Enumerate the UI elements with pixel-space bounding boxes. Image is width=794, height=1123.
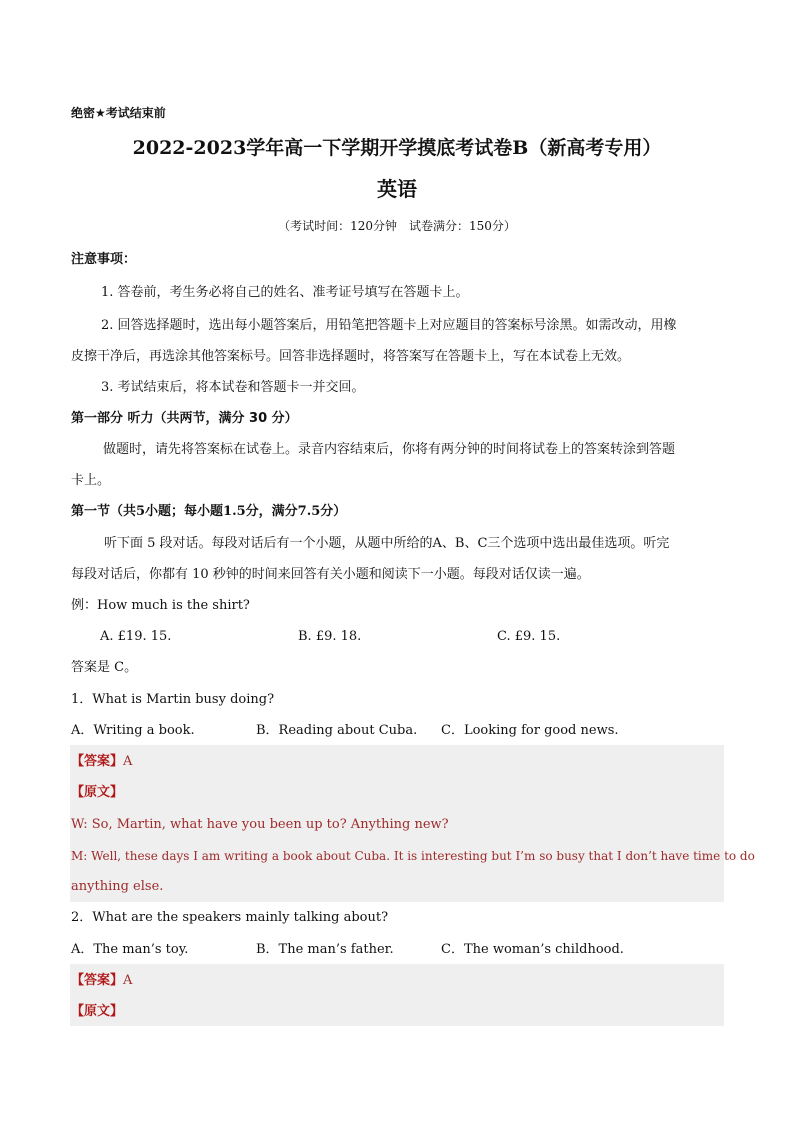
question-2-answer <box>71 971 132 991</box>
question-1-transcript-label: 【原文】 <box>71 785 124 800</box>
answer-label: 【答案】 <box>71 973 124 988</box>
exam-time-info: （考试时间：120分钟 试卷满分：150分） <box>278 219 516 233</box>
example-answer: 答案是 C。 <box>71 660 138 675</box>
section1-heading: 第一节（共5小题；每小题1.5分，满分7.5分） <box>71 504 347 519</box>
question-1: 1．What is Martin busy doing? <box>71 692 275 707</box>
section1-intro-line-2: 每段对话后，你都有 10 秒钟的时间来回答有关小题和阅读下一小题。每段对话仅读一遍。 <box>71 567 590 582</box>
notice-item-2-line-1: 2. 回答选择题时，选出每小题答案后，用铅笔把答题卡上对应题目的答案标号涂黑。如需改动，用橡 <box>101 318 677 333</box>
exam-title: 2022-2023学年高一下学期开学摸底考试卷B（新高考专用） <box>132 137 662 159</box>
question-1-transcript-line-2: M: Well, these days I am writing a book about Cuba. It is interesting but I’m so busy that I don’t have time to do <box>71 849 755 863</box>
notice-item-2-line-2: 皮擦干净后，再选涂其他答案标号。回答非选择题时，将答案写在答题卡上，写在本试卷上无效。 <box>71 349 631 364</box>
question-1-option-c: C．Looking for good news. <box>441 723 619 738</box>
example-question: 例：How much is the shirt? <box>71 598 250 613</box>
question-1-transcript-line-1: W: So, Martin, what have you been up to? Anything new? <box>71 817 449 832</box>
question-2-transcript-label: 【原文】 <box>71 1004 124 1019</box>
confidential-label: 绝密★考试结束前 <box>71 106 166 120</box>
part1-heading: 第一部分 听力（共两节，满分 30 分） <box>71 411 298 426</box>
answer-label: 【答案】 <box>71 754 124 769</box>
example-option-c: C. £9. 15. <box>497 629 561 644</box>
answer-value: A <box>123 973 133 988</box>
question-1-option-a: A．Writing a book. <box>71 723 195 738</box>
notice-item-1: 1. 答卷前，考生务必将自己的姓名、准考证号填写在答题卡上。 <box>101 285 469 300</box>
section1-intro-line-1: 听下面 5 段对话。每段对话后有一个小题，从题中所给的A、B、C三个选项中选出最佳选项。听完 <box>104 536 670 551</box>
notice-heading: 注意事项： <box>71 252 137 267</box>
question-2-option-a: A．The man’s toy. <box>71 942 189 957</box>
question-2-option-b: B．The man’s father. <box>256 942 394 957</box>
question-2-answer-panel <box>70 964 724 1026</box>
question-2-option-c: C．The woman’s childhood. <box>441 942 624 957</box>
part1-intro-line-2: 卡上。 <box>71 473 111 488</box>
example-option-a: A. £19. 15. <box>100 629 172 644</box>
question-1-answer <box>71 752 132 772</box>
part1-intro-line-1: 做题时，请先将答案标在试卷上。录音内容结束后，你将有两分钟的时间将试卷上的答案转涂到答题 <box>103 442 676 457</box>
answer-value: A <box>123 754 133 769</box>
subject-title: 英语 <box>377 177 417 201</box>
question-2: 2．What are the speakers mainly talking about? <box>71 910 389 925</box>
notice-item-3: 3. 考试结束后，将本试卷和答题卡一并交回。 <box>101 380 365 395</box>
question-1-transcript-line-3: anything else. <box>71 879 164 894</box>
question-1-option-b: B．Reading about Cuba. <box>256 723 418 738</box>
example-option-b: B. £9. 18. <box>298 629 362 644</box>
